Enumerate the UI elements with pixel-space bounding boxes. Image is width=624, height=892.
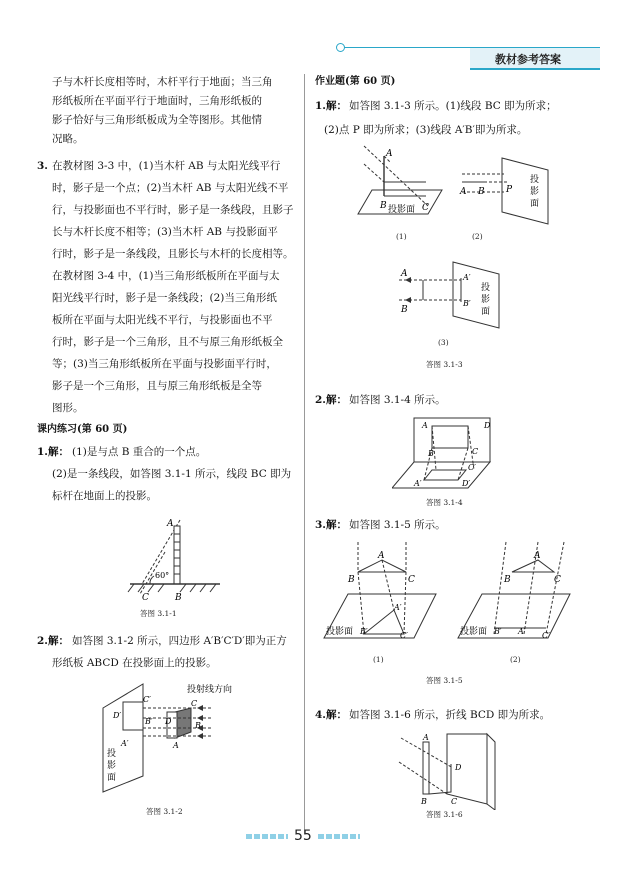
figure-3-1-1 — [120, 512, 230, 602]
column-divider — [304, 74, 305, 834]
fig2-label-b: B — [195, 721, 201, 730]
fig1-angle-label: 60° — [155, 571, 170, 580]
svg-text:P: P — [506, 185, 513, 195]
fig2-label-c1: C′ — [143, 695, 151, 704]
svg-text:影: 影 — [481, 295, 491, 305]
item3-line-4: 长与木杆长度不相等；(3)当木杆 AB 与投影面平 — [52, 226, 278, 238]
fig2-plane-1: 投 — [107, 749, 117, 759]
figure-3-1-3-part3 — [395, 258, 505, 330]
svg-text:D: D — [484, 421, 491, 430]
intro-line-1: 子与木杆长度相等时，木杆平行于地面；当三角 — [52, 76, 273, 88]
svg-text:B: B — [504, 575, 511, 585]
svg-text:A: A — [401, 269, 408, 279]
hw2-text: 如答图 3.1-4 所示。 — [349, 394, 446, 406]
item3-line-8: 板所在平面与太阳光线不平行，与投影面也不平 — [52, 314, 273, 326]
fig2-plane-2: 影 — [107, 761, 117, 771]
fig1-label-b: B — [175, 593, 182, 602]
item3-line-12: 图形。 — [52, 402, 84, 414]
intro-line-2: 形纸板所在平面平行于地面时，三角形纸板的 — [52, 95, 262, 107]
svg-text:B: B — [348, 575, 355, 585]
fig2-label-d1: D′ — [113, 711, 122, 720]
hw1-line-1: 如答图 3.1-3 所示。(1)线段 BC 即为所求； — [349, 100, 557, 112]
hw3-prefix: 3.解： — [315, 519, 347, 531]
svg-text:A: A — [386, 149, 393, 159]
fig1-caption: 答图 3.1-1 — [140, 609, 177, 618]
fig3-sub-2: (2) — [472, 232, 483, 241]
svg-text:C: C — [408, 575, 415, 585]
svg-text:A′: A′ — [463, 273, 471, 282]
page-number-decoration-left — [246, 834, 288, 839]
svg-text:B′: B′ — [360, 627, 368, 636]
fig3-plane-label: 投影面 — [388, 205, 416, 215]
fig1-label-c: C — [142, 593, 149, 602]
fig3-sub-3: (3) — [438, 338, 449, 347]
fig5-caption: 答图 3.1-5 — [426, 676, 463, 685]
fig2-label-b1: B′ — [145, 717, 153, 726]
svg-text:C′: C′ — [542, 631, 550, 640]
fig1-label-a: A — [167, 519, 174, 529]
header-dot — [336, 43, 345, 52]
svg-text:B: B — [478, 187, 485, 197]
fig2-label-d: D — [165, 717, 172, 726]
svg-text:C: C — [422, 203, 429, 213]
svg-text:C′: C′ — [468, 463, 476, 472]
ex1-line-1: (1)是与点 B 重合的一个点。 — [72, 446, 207, 458]
section-head-in-class: 课内练习(第 60 页) — [37, 424, 128, 435]
svg-text:B′: B′ — [494, 627, 502, 636]
fig6-caption: 答图 3.1-6 — [426, 810, 463, 819]
fig5-1-plane: 投影面 — [326, 627, 354, 637]
fig4-caption: 答图 3.1-4 — [426, 498, 463, 507]
svg-text:D′: D′ — [462, 479, 471, 488]
item3-line-9: 行时，影子是一个三角形，且不与原三角形纸板全 — [52, 336, 283, 348]
figure-3-1-4 — [392, 414, 512, 490]
hw2-prefix: 2.解： — [315, 394, 347, 406]
hw3-text: 如答图 3.1-5 所示。 — [349, 519, 446, 531]
svg-text:A: A — [534, 551, 541, 561]
svg-text:B: B — [421, 797, 427, 806]
fig3-2-plane-2: 影 — [530, 187, 540, 197]
svg-text:B: B — [428, 449, 434, 458]
ex1-prefix: 1.解： — [37, 446, 69, 458]
fig2-caption: 答图 3.1-2 — [146, 807, 183, 816]
svg-text:A: A — [460, 187, 467, 197]
intro-line-3: 影子恰好与三角形纸板成为全等图形。其他情 — [52, 114, 262, 126]
intro-line-4: 况略。 — [52, 133, 84, 145]
fig2-title: 投射线方向 — [187, 685, 233, 695]
svg-text:A: A — [378, 551, 385, 561]
hw1-line-2: (2)点 P 即为所求；(3)线段 A′B′即为所求。 — [324, 124, 528, 136]
fig5-sub-1: (1) — [373, 655, 384, 664]
fig3-caption: 答图 3.1-3 — [426, 360, 463, 369]
svg-text:D: D — [455, 763, 462, 772]
svg-text:A: A — [422, 421, 428, 430]
item3-line-2: 时，影子是一个点；(2)当木杆 AB 与太阳光线不平 — [52, 182, 289, 194]
figure-3-1-5-part2 — [454, 538, 576, 646]
item3-line-3: 行，与投影面也不平行时，影子是一条线段，且影子 — [52, 204, 294, 216]
ex2-prefix: 2.解： — [37, 635, 69, 647]
svg-text:C: C — [554, 575, 561, 585]
fig2-label-a: A — [173, 741, 179, 750]
svg-text:B: B — [380, 201, 387, 211]
svg-text:A: A — [423, 733, 429, 742]
item3-line-11: 影子是一个三角形，且与原三角形纸板是全等 — [52, 380, 262, 392]
page-number: 55 — [294, 828, 312, 844]
figure-3-1-3-part1 — [350, 142, 460, 220]
svg-text:面: 面 — [481, 307, 491, 317]
ex1-line-3: 标杆在地面上的投影。 — [52, 490, 157, 502]
svg-text:C: C — [472, 447, 479, 456]
figure-3-1-5-part1 — [320, 538, 442, 646]
fig5-sub-2: (2) — [510, 655, 521, 664]
fig2-plane-3: 面 — [107, 773, 117, 783]
fig2-label-a1: A′ — [121, 739, 129, 748]
fig5-2-plane: 投影面 — [460, 627, 488, 637]
section-head-homework: 作业题(第 60 页) — [315, 76, 396, 87]
svg-text:B: B — [401, 305, 408, 315]
item3-line-10: 等；(3)当三角形纸板所在平面与投影面平行时， — [52, 358, 277, 370]
item3-line-1: 在教材图 3-3 中，(1)当木杆 AB 与太阳光线平行 — [52, 160, 281, 172]
item3-line-6: 在教材图 3-4 中，(1)当三角形纸板所在平面与太 — [52, 270, 280, 282]
svg-text:投: 投 — [481, 283, 491, 293]
hw4-prefix: 4.解： — [315, 709, 347, 721]
page-number-decoration-right — [318, 834, 360, 839]
svg-text:A′: A′ — [394, 603, 402, 612]
fig3-2-plane-1: 投 — [530, 175, 540, 185]
svg-text:B′: B′ — [463, 299, 471, 308]
header-title: 教材参考答案 — [495, 53, 561, 66]
svg-text:A′: A′ — [414, 479, 422, 488]
item3-line-5: 行时，影子是一条线段，且影长与木杆的长度相等。 — [52, 248, 294, 260]
svg-text:C′: C′ — [400, 631, 408, 640]
hw4-text: 如答图 3.1-6 所示，折线 BCD 即为所求。 — [349, 709, 551, 721]
figure-3-1-3-part2 — [456, 152, 556, 228]
ex2-line-2: 形纸板 ABCD 在投影面上的投影。 — [52, 657, 217, 669]
ex1-line-2: (2)是一条线段，如答图 3.1-1 所示，线段 BC 即为 — [52, 468, 292, 480]
svg-text:A′: A′ — [518, 627, 526, 636]
fig3-2-plane-3: 面 — [530, 199, 540, 209]
item3-number: 3. — [37, 160, 48, 172]
figure-3-1-2 — [95, 678, 235, 798]
figure-3-1-6 — [395, 728, 505, 810]
item3-line-7: 阳光线平行时，影子是一条线段；(2)当三角形纸 — [52, 292, 277, 304]
fig2-label-c: C — [191, 699, 198, 708]
svg-text:C: C — [451, 797, 458, 806]
hw1-prefix: 1.解： — [315, 100, 347, 112]
fig3-sub-1: (1) — [396, 232, 407, 241]
ex2-line-1: 如答图 3.1-2 所示，四边形 A′B′C′D′即为正方 — [72, 635, 287, 647]
